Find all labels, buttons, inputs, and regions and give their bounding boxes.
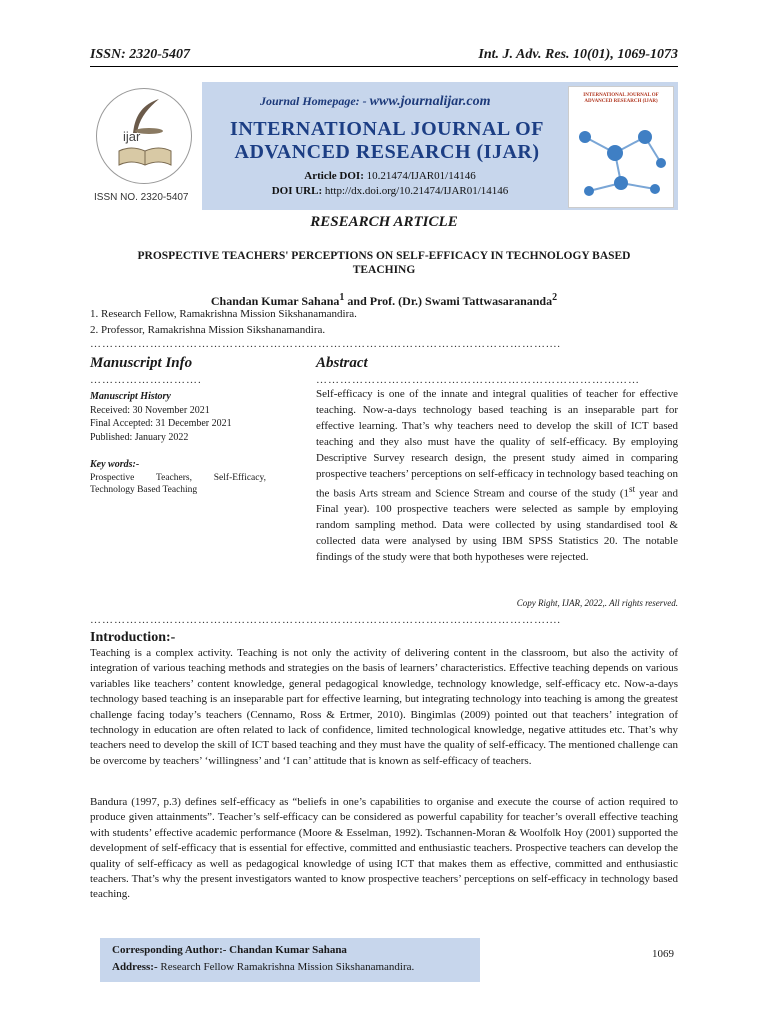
- journal-title: INTERNATIONAL JOURNAL OF ADVANCED RESEARCH (IJAR): [230, 118, 544, 163]
- dotted-rule-abstract: ………………………………………………………………………: [316, 374, 640, 386]
- citation-header: Int. J. Adv. Res. 10(01), 1069-1073: [478, 47, 678, 62]
- header-rule: [90, 66, 678, 67]
- dotted-rule-bottom: ……………………………………………………………………………………………………....: [90, 614, 561, 626]
- journal-cover-image: [568, 86, 674, 208]
- affiliations: [90, 307, 357, 339]
- logo-circle: [96, 88, 192, 184]
- molecule-image: [575, 117, 667, 201]
- doi-label: Article DOI:: [304, 170, 364, 182]
- corresponding-author-box: [100, 938, 480, 982]
- article-title: PROSPECTIVE TEACHERS' PERCEPTIONS ON SELF-EFFICACY IN TECHNOLOGY BASED TEACHING: [137, 250, 631, 277]
- journal-banner: [90, 82, 678, 210]
- issn-header: ISSN: 2320-5407: [90, 47, 190, 62]
- homepage-label: Journal Homepage: -: [260, 94, 367, 108]
- article-type: RESEARCH ARTICLE: [310, 214, 458, 230]
- ijar-logo: [90, 82, 202, 210]
- author-1-sup: 1: [339, 292, 345, 303]
- affiliation-2: 2. Professor, Ramakrishna Mission Sikshanamandira.: [90, 323, 326, 336]
- doi-block: [210, 169, 570, 199]
- introduction-paragraph-1: Teaching is a complex activity. Teaching is not only the activity of delivering content in the classroom, but also the activity of integration of various teaching methods and strategies on the basis of learners’ characteristics. Effective teaching depends on various variables like teachers’ content knowledge, general pedagogical knowledge, technology knowledge, self-efficacy etc. Now-a-days technology based teaching is an inseparable part for effective learning, but integrating technology into teaching is among the greatest challenge facing today’s teachers (Cennamo, Ross & Ertmer, 2010). Bingimlas (2009) pointed out that teachers’ integration of technology in education are often related to lack of confidence, limited technological knowledge, negative attitudes etc. That’s why teachers need to develop the skill of ICT based teaching and they must have the quality of self-efficacy. The mentioned challenge can be overcome by teachers’ ‘willingness’ and ‘I can’ attitude that is known as self-efficacy of teachers.: [90, 647, 678, 767]
- accepted-date: Final Accepted: 31 December 2021: [90, 418, 232, 429]
- logo-text: ijar: [123, 129, 141, 144]
- abstract-sup: st: [629, 483, 636, 494]
- dotted-rule-top: ……………………………………………………………………………………………………....: [90, 338, 561, 350]
- book-icon: [117, 145, 173, 169]
- corresponding-author: Corresponding Author:- Chandan Kumar Sahana: [112, 944, 347, 956]
- address-label: Address:-: [112, 961, 158, 973]
- abstract-text-part2: year and Final year). 100 prospective teachers were selected as sample by employing random sampling method. Data were collected by using standardised tool & collected data were analysed by using IBM SPSS Statistics 20. The notable findings of the study were that both hypotheses were rejected.: [316, 487, 678, 564]
- introduction-paragraph-2: Bandura (1997, p.3) defines self-efficacy as “beliefs in one’s capabilities to organise and execute the course of action required to produce given attainments”. Teacher’s self-efficacy can be considered as powerful capability for teacher’s overall effective teaching with students’ effective academic performance (Moore & Esselman, 1992). Tschannen-Moran & Woolfolk Hoy (2001) supported the development of self-efficacy that is essential for effective, committed and enthusiastic teachers. Prospective teachers can develop the quality of self-efficacy as well as pedagogical knowledge of using ICT that makes them as effective, committed and enthusiastic teachers. That’s why the present investigators wanted to know prospective teachers’ perceptions on self-efficacy in technology based teaching.: [90, 796, 678, 901]
- abstract-text-part1: Self-efficacy is one of the innate and integral qualities of teacher for effective teaching. Now-a-days technology based teaching is an inseparable part for effective learning. That’s why teachers need to develop the skill of ICT based teaching and they also must have the quality of self-efficacy. By employing Descriptive Survey research design, the present study aimed in comparing prospective teachers’ perceptions on self-efficacy in technology based teaching on the basis Arts stream and Science Stream and course of the study (1: [316, 388, 678, 500]
- keywords-label: Key words:-: [90, 459, 140, 470]
- address-text: Research Fellow Ramakrishna Mission Sikshanamandira.: [157, 961, 415, 973]
- author-2-sup: 2: [552, 292, 558, 303]
- abstract-text: [316, 387, 678, 566]
- doi-value: 10.21474/IJAR01/14146: [366, 170, 476, 182]
- keywords: [90, 458, 266, 497]
- author-1: Chandan Kumar Sahana: [210, 294, 340, 308]
- page-number: 1069: [652, 948, 674, 960]
- received-date: Received: 30 November 2021: [90, 404, 210, 416]
- dotted-rule-manuscript: ……………………….: [90, 374, 202, 386]
- keywords-text: Prospective Teachers, Self-Efficacy, Technology Based Teaching: [90, 472, 266, 496]
- manuscript-history: [90, 390, 290, 444]
- doi-url-label: DOI URL:: [271, 184, 323, 197]
- manuscript-info-heading: Manuscript Info: [90, 355, 193, 371]
- author-address: [112, 961, 414, 973]
- abstract-heading: Abstract: [316, 355, 368, 371]
- homepage-link[interactable]: www.journalijar.com: [369, 94, 491, 109]
- copyright: Copy Right, IJAR, 2022,. All rights reserved.: [516, 598, 678, 608]
- cover-title: INTERNATIONAL JOURNAL OF ADVANCED RESEARCH (IJAR): [583, 93, 659, 104]
- author-2: and Prof. (Dr.) Swami Tattwasarananda: [344, 294, 553, 308]
- journal-homepage: [260, 94, 491, 110]
- published-date: Published: January 2022: [90, 431, 189, 443]
- doi-url-link[interactable]: http://dx.doi.org/10.21474/IJAR01/14146: [324, 184, 509, 197]
- introduction-heading: Introduction:-: [90, 630, 176, 645]
- affiliation-1: 1. Research Fellow, Ramakrishna Mission Sikshanamandira.: [90, 308, 357, 320]
- history-label: Manuscript History: [90, 391, 171, 402]
- logo-issn: ISSN NO. 2320-5407: [94, 192, 189, 203]
